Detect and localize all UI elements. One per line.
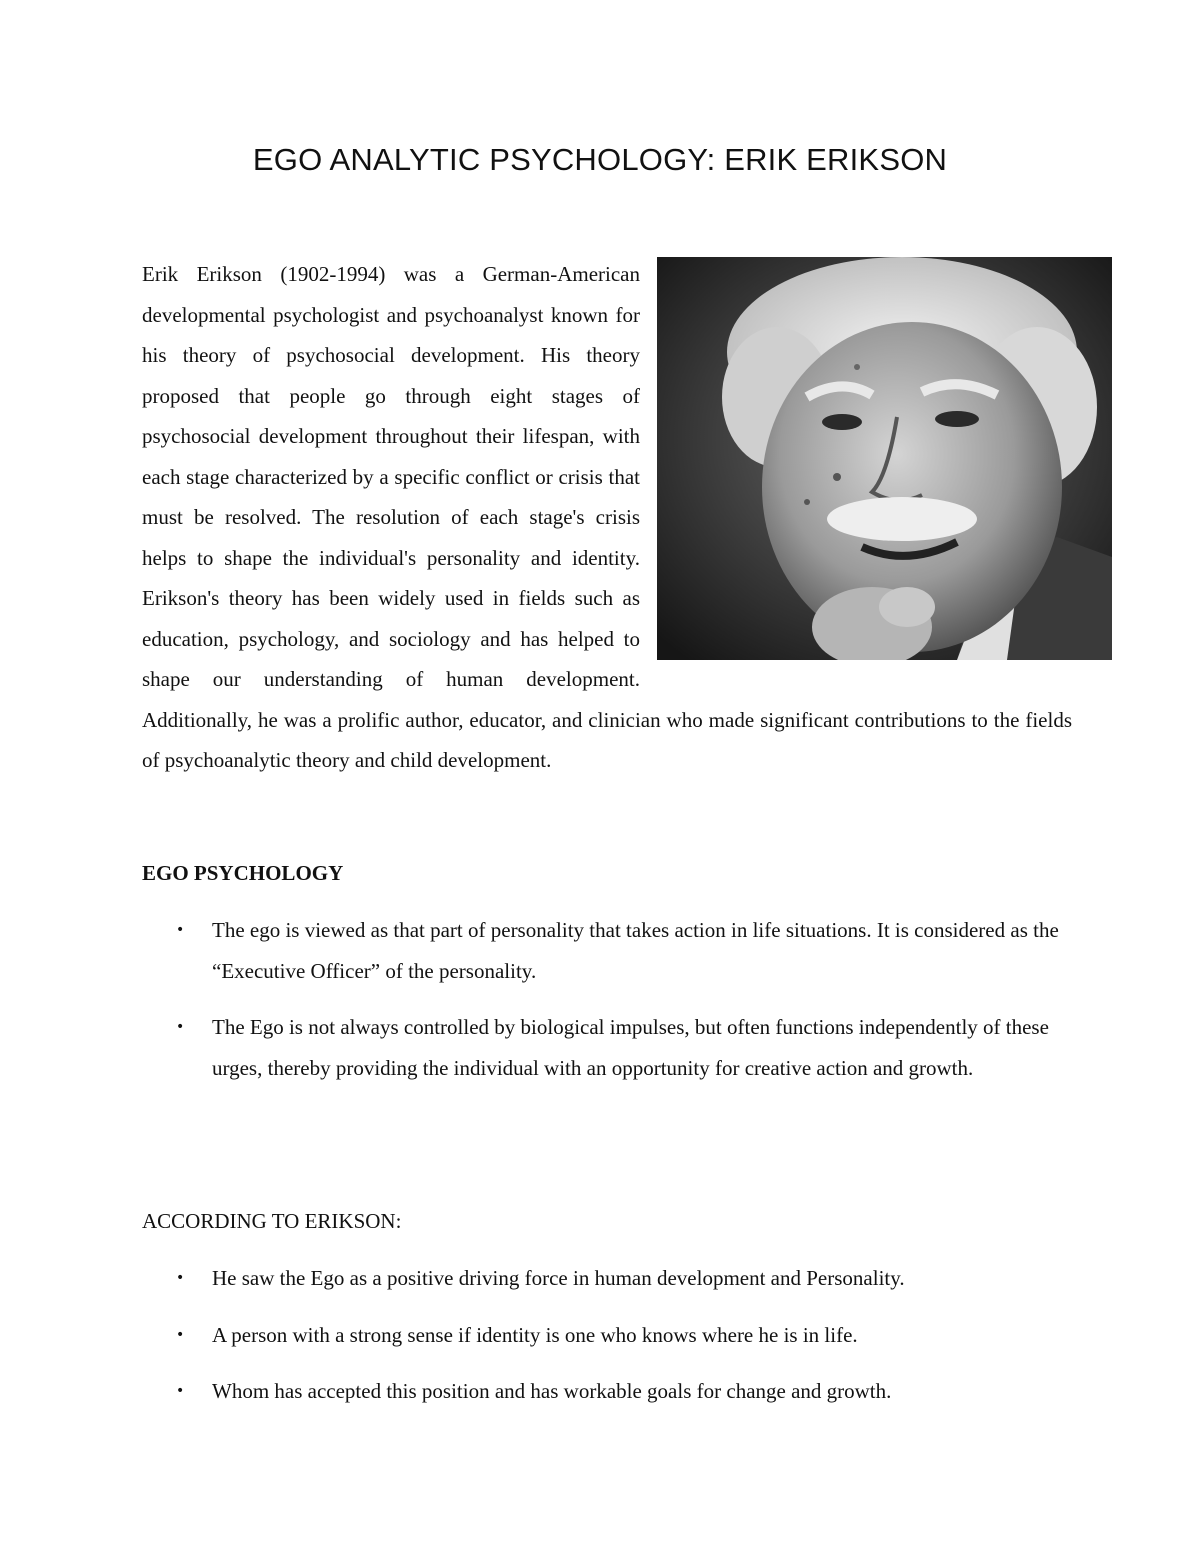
list-item — [142, 1371, 1062, 1412]
ego-psychology-list — [142, 910, 1062, 1088]
list-item-text: A person with a strong sense if identity is one who knows where he is in life. — [212, 1322, 858, 1347]
list-item — [142, 1315, 1062, 1356]
bullet-icon: • — [176, 1270, 185, 1286]
according-to-erikson-heading: ACCORDING TO ERIKSON: — [142, 1209, 402, 1233]
list-item-text: Whom has accepted this position and has workable goals for change and growth. — [212, 1379, 892, 1403]
ego-psychology-heading: EGO PSYCHOLOGY — [142, 861, 344, 885]
bullet-icon: • — [176, 1383, 185, 1399]
list-item — [142, 1258, 1062, 1299]
according-to-erikson-list — [142, 1258, 1062, 1412]
intro-paragraph: Erik Erikson (1902-1994) was a German-American developmental psychologist and psychoanalyst known for his theory of psychosocial development. His theory proposed that people go through eight stages of psychosocial development throughout their lifespan, with each stage characterized by a specific conflict or crisis that must be resolved. The resolution of each stage's crisis helps to shape the individual's personality and identity. Erikson's theory has been widely used in fields such as education, psychology, and sociology and has helped to shape our understanding of human development. Additionally, he was a prolific author, educator, and clinician who made significant contributions to the fields of psychoanalytic theory and child development. — [142, 262, 1072, 772]
bullet-icon: • — [176, 1326, 185, 1343]
list-item-text: The ego is viewed as that part of personality that takes action in life situations. It is considered as the “Executive Officer” of the personality. — [212, 918, 1059, 983]
bullet-icon: • — [176, 922, 185, 938]
photo-text-wrap-spacer — [640, 254, 1072, 666]
list-item-text: The Ego is not always controlled by biological impulses, but often functions independently of these urges, thereby providing the individual with an opportunity for creative action and growth. — [212, 1015, 1049, 1080]
list-item-text: He saw the Ego as a positive driving force in human development and Personality. — [212, 1266, 905, 1290]
page-title: EGO ANALYTIC PSYCHOLOGY: ERIK ERIKSON — [252, 142, 948, 177]
list-item — [142, 1007, 1062, 1088]
intro-section — [142, 254, 1072, 781]
list-item — [142, 910, 1062, 991]
bullet-icon: • — [176, 1019, 185, 1035]
